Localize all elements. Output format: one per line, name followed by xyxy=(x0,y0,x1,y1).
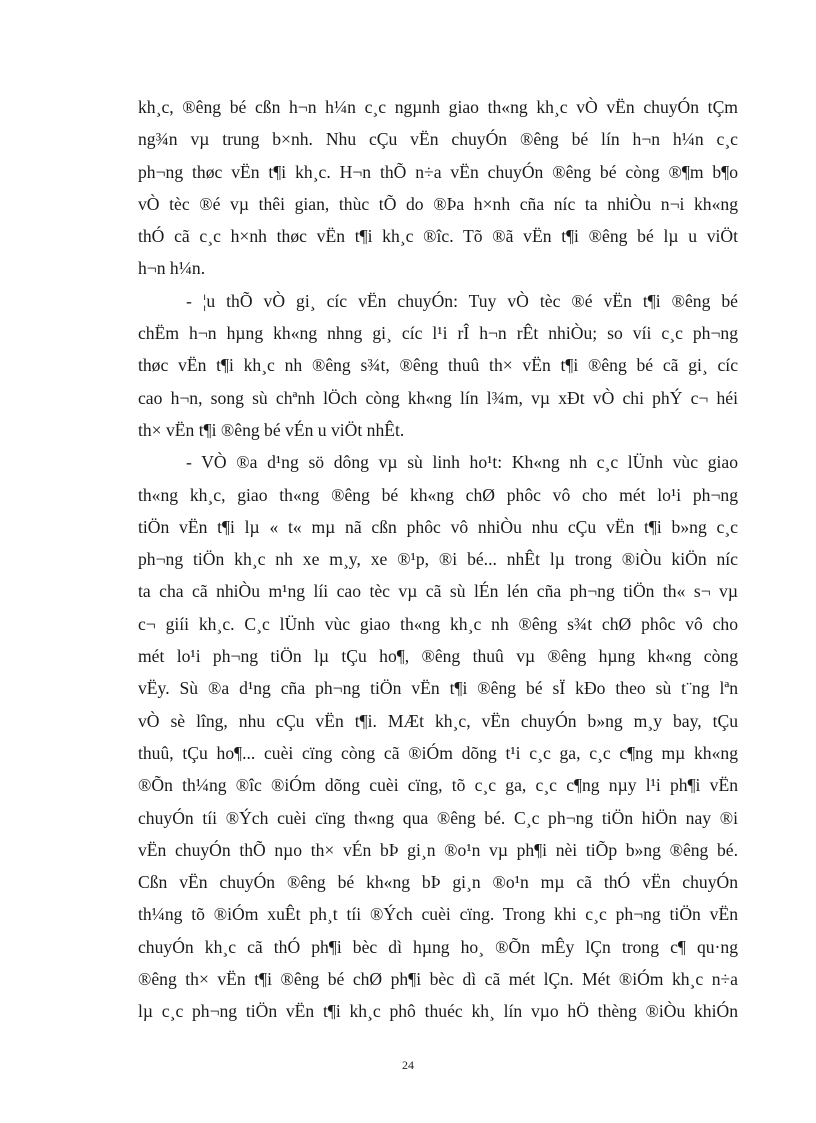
text-line: thøc vËn t¶i kh¸c nh ®êng s¾t, ®êng thuû th× vËn t¶i ®êng bé cã gi¸ cíc xyxy=(138,355,738,376)
text-line: vÒ tèc ®é vµ thêi gian, thùc tÕ do ®Þa h×nh cña níc ta nhiÒu n¬i kh«ng xyxy=(138,193,738,214)
body-text xyxy=(138,91,738,1028)
page-number: 24 xyxy=(402,1058,414,1072)
text-line: chuyÓn kh¸c cã thÓ ph¶i bèc dì hµng ho¸ ®Õn mÊy lÇn trong c¶ qu·ng xyxy=(138,936,738,957)
text-line: vËn chuyÓn thÕ nµo th× vÉn bÞ gi¸n ®o¹n vµ ph¶i nèi tiÕp b»ng ®êng bé. xyxy=(138,839,738,860)
text-line: Cßn vËn chuyÓn ®êng bé kh«ng bÞ gi¸n ®o¹n mµ cã thÓ vËn chuyÓn xyxy=(138,872,738,893)
text-line: vÒ sè lîng, nhu cÇu vËn t¶i. MÆt kh¸c, vËn chuyÓn b»ng m¸y bay, tÇu xyxy=(138,710,738,731)
text-line: chËm h¬n hµng kh«ng nhng gi¸ cíc l¹i rÎ h¬n rÊt nhiÒu; so víi c¸c ph¬ng xyxy=(138,323,738,344)
text-line: tiÖn vËn t¶i lµ « t« mµ nã cßn phôc vô nhiÒu nhu cÇu vËn t¶i b»ng c¸c xyxy=(138,516,738,537)
text-line: mét lo¹i ph¬ng tiÖn lµ tÇu ho¶, ®êng thuû vµ ®êng hµng kh«ng còng xyxy=(138,646,738,667)
text-line: ng¾n vµ trung b×nh. Nhu cÇu vËn chuyÓn ®êng bé lín h¬n h¼n c¸c xyxy=(138,129,738,150)
text-line: ph¬ng thøc vËn t¶i kh¸c. H¬n thÕ n÷a vËn chuyÓn ®êng bé còng ®¶m b¶o xyxy=(138,161,738,182)
text-line: chuyÓn tíi ®Ých cuèi cïng th«ng qua ®êng bé. C¸c ph¬ng tiÖn hiÖn nay ®i xyxy=(138,807,738,828)
text-line: ®êng th× vËn t¶i ®êng bé chØ ph¶i bèc dì cã mét lÇn. Mét ®iÓm kh¸c n÷a xyxy=(138,969,738,990)
text-line: th× vËn t¶i ®êng bé vÉn u viÖt nhÊt. xyxy=(138,419,405,440)
text-line: cao h¬n, song sù chªnh lÖch còng kh«ng lín l¾m, vµ xÐt vÒ chi phÝ c¬ héi xyxy=(138,387,738,408)
text-line: - ¦u thÕ vÒ gi¸ cíc vËn chuyÓn: Tuy vÒ tèc ®é vËn t¶i ®êng bé xyxy=(186,290,738,311)
text-line: ph¬ng tiÖn kh¸c nh xe m¸y, xe ®¹p, ®i bé... nhÊt lµ trong ®iÒu kiÖn níc xyxy=(138,549,738,570)
text-line: th«ng kh¸c, giao th«ng ®êng bé kh«ng chØ phôc vô cho mét lo¹i ph¬ng xyxy=(138,484,738,505)
text-line: kh¸c, ®êng bé cßn h¬n h¼n c¸c ngµnh giao th«ng kh¸c vÒ vËn chuyÓn tÇm xyxy=(138,97,738,117)
text-line: thÓ cã c¸c h×nh thøc vËn t¶i kh¸c ®îc. Tõ ®ã vËn t¶i ®êng bé lµ u viÖt xyxy=(138,226,738,247)
text-line: h¬n h¼n. xyxy=(138,258,206,279)
text-line: ta cha cã nhiÒu m¹ng líi cao tèc vµ cã sù lÉn lén cña ph¬ng tiÖn th« s¬ vµ xyxy=(138,581,738,602)
text-line: lµ c¸c ph¬ng tiÖn vËn t¶i kh¸c phô thuéc kh¸ lín vµo hÖ thèng ®iÒu khiÓn xyxy=(138,1001,738,1022)
text-line: thuû, tÇu ho¶... cuèi cïng còng cã ®iÓm dõng t¹i c¸c ga, c¸c c¶ng mµ kh«ng xyxy=(138,742,738,763)
text-line: - VÒ ®a d¹ng sö dông vµ sù linh ho¹t: Kh«ng nh c¸c lÜnh vùc giao xyxy=(186,452,738,473)
text-line: ®Õn th¼ng ®îc ®iÓm dõng cuèi cïng, tõ c¸c ga, c¸c c¶ng nµy l¹i ph¶i vËn xyxy=(138,775,738,796)
text-line: c¬ giíi kh¸c. C¸c lÜnh vùc giao th«ng kh¸c nh ®êng s¾t chØ phôc vô cho xyxy=(138,613,738,634)
text-line: th¼ng tõ ®iÓm xuÊt ph¸t tíi ®Ých cuèi cïng. Trong khi c¸c ph¬ng tiÖn vËn xyxy=(138,904,738,925)
text-line: vËy. Sù ®a d¹ng cña ph¬ng tiÖn vËn t¶i ®êng bé sÏ kÐo theo sù t¨ng lªn xyxy=(138,678,738,699)
